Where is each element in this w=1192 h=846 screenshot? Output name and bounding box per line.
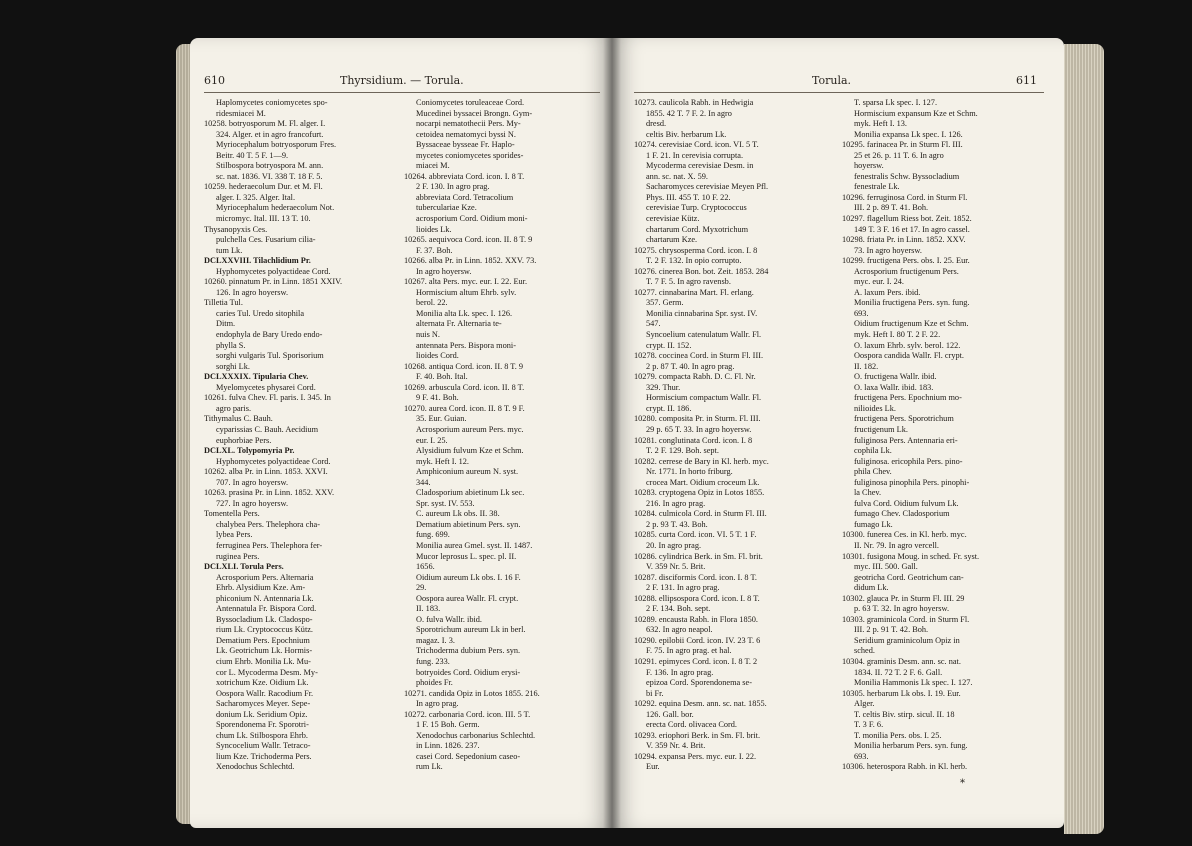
text-line: 10281. conglutinata Cord. icon. I. 8 — [634, 435, 753, 445]
text-line: ruginea Pers. — [216, 551, 260, 561]
text-line: Trichoderma dubium Pers. syn. — [416, 646, 521, 656]
text-line: 126. Gall. bor. — [646, 709, 694, 719]
text-line: Stilbospora botryospora M. ann. — [216, 161, 324, 171]
text-line: myk. Heft I. 12. — [416, 456, 469, 466]
text-line: cium Ehrb. Monilia Lk. Mu- — [216, 656, 311, 666]
text-line: myc. eur. I. 24. — [854, 277, 904, 287]
text-line: Myriocephalum hederaecolum Not. — [216, 203, 335, 213]
text-line: 10276. cinerea Bon. bot. Zeit. 1853. 284 — [634, 266, 769, 276]
text-line: caries Tul. Uredo sitophila — [216, 308, 305, 318]
text-line: F. 37. Boh. — [416, 245, 453, 255]
left-running-head: Thyrsidium. — Torula. — [340, 74, 464, 87]
text-line: Tilletia Tul. — [204, 298, 243, 308]
text-line: 149 T. 3 F. 16 et 17. In agro cassel. — [854, 224, 970, 234]
text-line: 10286. cylindrica Berk. in Sm. Fl. brit. — [634, 551, 763, 561]
text-line: O. laxa Wallr. ibid. 183. — [854, 382, 934, 392]
text-line: Dematium abietinum Pers. syn. — [416, 519, 521, 529]
text-line: micromyc. Ital. III. 13 T. 10. — [216, 214, 311, 224]
text-line: geotricha Cord. Geotrichum can- — [854, 572, 964, 582]
text-line: III. 2 p. 89 T. 41. Boh. — [854, 203, 929, 213]
text-line: p. 63 T. 32. In agro hoyersw. — [854, 604, 950, 614]
text-line: Sacharomyces cerevisiae Meyen Pfl. — [646, 182, 769, 192]
text-line: 10280. composita Pr. in Sturm. Fl. III. — [634, 414, 761, 424]
text-line: chartarum Cord. Myxotrichum — [646, 224, 749, 234]
text-line: T. monilia Pers. obs. I. 25. — [854, 730, 942, 740]
text-line: 10265. aequivoca Cord. icon. II. 8 T. 9 — [404, 235, 533, 245]
text-line: 10259. hederaecolum Dur. et M. Fl. — [204, 182, 323, 192]
text-line: 126. In agro hoyersw. — [216, 287, 289, 297]
text-line: 2 p. 93 T. 43. Boh. — [646, 519, 708, 529]
text-line: 2 F. 131. In agro prag. — [646, 583, 720, 593]
text-line: Oidium aureum Lk obs. I. 16 F. — [416, 572, 521, 582]
text-line: didum Lk. — [854, 583, 889, 593]
text-line: fructigenum Lk. — [854, 424, 908, 434]
text-line: 10290. epilobii Cord. icon. IV. 23 T. 6 — [634, 635, 761, 645]
text-line: abbreviata Cord. Tetracolium — [416, 192, 514, 202]
text-line: Hormiscium compactum Wallr. Fl. — [646, 393, 762, 403]
text-line: cerevisiae Kütz. — [646, 214, 700, 224]
text-line: 10271. candida Opiz in Lotos 1855. 216. — [404, 688, 540, 698]
text-line: Monilia expansa Lk spec. I. 126. — [854, 129, 963, 139]
right-header-rule — [634, 92, 1044, 93]
text-line: T. 3 F. 6. — [854, 720, 884, 730]
text-line: 10269. arbuscula Cord. icon. II. 8 T. — [404, 382, 525, 392]
left-page — [190, 38, 612, 828]
text-line: 10306. heterospora Rabh. in Kl. herb. — [842, 762, 968, 772]
text-line: crypt. II. 186. — [646, 403, 692, 413]
text-line: 2 p. 87 T. 40. In agro prag. — [646, 361, 735, 371]
text-line: 29. — [416, 583, 427, 593]
text-line: T. sparsa Lk spec. I. 127. — [854, 98, 938, 107]
text-line: 10267. alta Pers. myc. eur. I. 22. Eur. — [404, 277, 528, 287]
text-line: nocarpi nematothecii Pers. My- — [416, 119, 521, 129]
text-line: botryoides Cord. Oidium erysi- — [416, 667, 521, 677]
text-line: 10279. compacta Rabh. D. C. Fl. Nr. — [634, 372, 756, 382]
text-line: berol. 22. — [416, 298, 448, 308]
text-line: 10289. encausta Rabh. in Flora 1850. — [634, 614, 758, 624]
text-line: cetoidea nematomyci byssi N. — [416, 129, 516, 139]
text-line: 10258. botryosporum M. Fl. alger. I. — [204, 119, 326, 129]
text-line: 10299. fructigena Pers. obs. I. 25. Eur. — [842, 256, 970, 266]
text-line: fumago Chev. Cladosporium — [854, 509, 950, 519]
text-line: phila Chev. — [854, 467, 892, 477]
text-line: A. laxum Pers. ibid. — [854, 287, 921, 297]
text-line: dresd. — [646, 119, 667, 129]
text-line: fenestrale Lk. — [854, 182, 900, 192]
text-line: donium Lk. Seridium Opiz. — [216, 709, 308, 719]
text-line: rum Lk. — [416, 762, 443, 772]
text-line: cophila Lk. — [854, 446, 892, 456]
text-line: 1 F. 21. In cerevisia corrupta. — [646, 150, 744, 160]
text-line: fung. 233. — [416, 656, 450, 666]
text-line: Sporendonema Fr. Sporotri- — [216, 720, 309, 730]
text-line: fuliginosa. ericophila Pers. pino- — [854, 456, 963, 466]
text-line: 10275. chrysosperma Cord. icon. I. 8 — [634, 245, 758, 255]
text-line: fuliginosa Pers. Antennaria eri- — [854, 435, 958, 445]
text-line: sc. nat. 1836. VI. 338 T. 18 F. 5. — [216, 171, 323, 181]
text-line: 324. Alger. et in agro francofurt. — [216, 129, 324, 139]
text-line: fenestralis Schw. Byssocladium — [854, 171, 960, 181]
text-line: Alysidium fulvum Kze et Schm. — [416, 446, 524, 456]
text-line: Haplomycetes coniomycetes spo- — [216, 98, 328, 107]
text-line: Monilia cinnabarina Spr. syst. IV. — [646, 308, 758, 318]
text-line: T. 7 F. 5. In agro ravensb. — [646, 277, 731, 287]
text-line: Xenodochus carbonarius Schlechtd. — [416, 730, 536, 740]
text-line: epizoa Cord. Sporendonema se- — [646, 678, 752, 688]
text-line: ferruginea Pers. Thelephora fer- — [216, 540, 323, 550]
text-line: alternata Fr. Alternaria te- — [416, 319, 502, 329]
text-line: In agro hoyersw. — [416, 266, 472, 276]
text-line: Oidium fructigenum Kze et Schm. — [854, 319, 969, 329]
text-line: lybea Pers. — [216, 530, 253, 540]
text-line: rium Lk. Cryptococcus Kütz. — [216, 625, 314, 635]
genus-heading: DCLXXVIII. Tilachlidium Pr. — [204, 256, 311, 266]
text-line: Byssocladium Lk. Cladospo- — [216, 614, 313, 624]
text-line: 632. In agro neapol. — [646, 625, 713, 635]
text-line: Monilia Hammonis Lk spec. I. 127. — [854, 678, 973, 688]
text-line: myk. Heft I. 80 T. 2 F. 22. — [854, 330, 941, 340]
text-line: Oospora candida Wallr. Fl. crypt. — [854, 351, 965, 361]
text-line: V. 359 Nr. 5. Brit. — [646, 562, 706, 572]
text-line: II. 182. — [854, 361, 879, 371]
text-line: 10294. expansa Pers. myc. eur. I. 22. — [634, 751, 757, 761]
text-line: 10301. fusigona Moug. in sched. Fr. syst. — [842, 551, 980, 561]
text-line: 9 F. 41. Boh. — [416, 393, 459, 403]
text-line: 2 F. 130. In agro prag. — [416, 182, 490, 192]
text-line: fructigena Pers. Epochnium mo- — [854, 393, 962, 403]
text-line: Mucedinei byssacei Brongn. Gym- — [416, 108, 533, 118]
text-line: Phys. III. 455 T. 10 F. 22. — [646, 192, 731, 202]
text-line: Beitr. 40 T. 5 F. 1—9. — [216, 150, 289, 160]
text-line: la Chev. — [854, 488, 882, 498]
text-line: Mycoderma cerevisiae Desm. in — [646, 161, 754, 171]
text-line: 10266. alba Pr. in Linn. 1852. XXV. 73. — [404, 256, 537, 266]
text-line: Myelomycetes physarei Cord. — [216, 382, 316, 392]
text-line: 329. Thur. — [646, 382, 681, 392]
text-line: Acrosporium fructigenum Pers. — [854, 266, 959, 276]
text-line: Syncocelium Wallr. Tetraco- — [216, 741, 311, 751]
text-line: Myriocephalum botryosporum Fres. — [216, 140, 337, 150]
text-line: tum Lk. — [216, 245, 243, 255]
text-line: III. 2 p. 91 T. 42. Boh. — [854, 625, 929, 635]
text-line: Acrosporium aureum Pers. myc. — [416, 424, 524, 434]
text-line: 2 F. 134. Boh. sept. — [646, 604, 711, 614]
text-line: fumago Lk. — [854, 519, 893, 529]
text-line: phiconium N. Antennaria Lk. — [216, 593, 314, 603]
text-line: antennata Pers. Bispora moni- — [416, 340, 517, 350]
text-line: cor L. Mycoderma Desm. My- — [216, 667, 318, 677]
footer-star-mark: * — [960, 778, 965, 789]
text-line: Lk. Geotrichum Lk. Hormis- — [216, 646, 313, 656]
text-line: Xenodochus Schlechtd. — [216, 762, 295, 772]
text-line: II. Nr. 79. In agro vercell. — [854, 540, 940, 550]
text-line: Byssaceae bysseae Fr. Haplo- — [416, 140, 515, 150]
text-line: T. celtis Biv. stirp. sicul. II. 18 — [854, 709, 955, 719]
text-line: T. 2 F. 132. In opio corrupto. — [646, 256, 742, 266]
text-line: fung. 699. — [416, 530, 450, 540]
text-line: 10285. curta Cord. icon. VI. 5 T. 1 F. — [634, 530, 757, 540]
text-line: 693. — [854, 751, 869, 761]
right-column-2 — [842, 98, 1042, 773]
text-line: 707. In agro hoyersw. — [216, 477, 289, 487]
text-line: 10291. epimyces Cord. icon. I. 8 T. 2 — [634, 656, 758, 666]
text-line: chartarum Kze. — [646, 235, 698, 245]
text-line: ann. sc. nat. X. 59. — [646, 171, 708, 181]
text-line: fructigena Pers. Sporotrichum — [854, 414, 954, 424]
left-header-rule — [204, 92, 600, 93]
right-column-1 — [634, 98, 834, 773]
text-line: Coniomycetes toruleaceae Cord. — [416, 98, 525, 107]
text-line: 10282. cerrese de Bary in Kl. herb. myc. — [634, 456, 769, 466]
text-line: 10300. funerea Ces. in Kl. herb. myc. — [842, 530, 967, 540]
text-line: Hormiscium expansum Kze et Schm. — [854, 108, 978, 118]
left-column-1 — [204, 98, 396, 773]
text-line: alger. I. 325. Alger. Ital. — [216, 192, 296, 202]
text-line: Syncoelium catenulatum Wallr. Fl. — [646, 330, 762, 340]
text-line: Cladosporium abietinum Lk sec. — [416, 488, 525, 498]
text-line: Ditm. — [216, 319, 236, 329]
text-line: 727. In agro hoyersw. — [216, 498, 289, 508]
text-line: fuliginosa pinophila Pers. pinophi- — [854, 477, 970, 487]
text-line: nilioides Lk. — [854, 403, 896, 413]
text-line: casei Cord. Sepedonium caseo- — [416, 751, 521, 761]
text-line: 10296. ferruginosa Cord. in Sturm Fl. — [842, 192, 968, 202]
text-line: Tomentella Pers. — [204, 509, 260, 519]
text-line: 10298. friata Pr. in Linn. 1852. XXV. — [842, 235, 966, 245]
text-line: 10277. cinnabarina Mart. Fl. erlang. — [634, 287, 754, 297]
text-line: 10283. cryptogena Opiz in Lotos 1855. — [634, 488, 765, 498]
text-line: Amphiconium aureum N. syst. — [416, 467, 519, 477]
text-line: Hyphomycetes polyactideae Cord. — [216, 266, 331, 276]
text-line: chalybea Pers. Thelephora cha- — [216, 519, 320, 529]
text-line: 10278. coccinea Cord. in Sturm Fl. III. — [634, 351, 764, 361]
text-line: 344. — [416, 477, 431, 487]
text-line: 547. — [646, 319, 661, 329]
text-line: endophyla de Bary Uredo endo- — [216, 330, 323, 340]
text-line: 10292. equina Desm. ann. sc. nat. 1855. — [634, 699, 767, 709]
text-line: phylla S. — [216, 340, 246, 350]
text-line: 25 et 26. p. 11 T. 6. In agro — [854, 150, 944, 160]
text-line: sorghi vulgaris Tul. Sporisorium — [216, 351, 324, 361]
text-line: Monilia alta Lk. spec. I. 126. — [416, 308, 513, 318]
text-line: ridesmiacei M. — [216, 108, 266, 118]
text-line: Monilia aurea Gmel. syst. II. 1487. — [416, 540, 533, 550]
text-line: magaz. I. 3. — [416, 635, 455, 645]
text-line: O. fructigena Wallr. ibid. — [854, 372, 937, 382]
text-line: 1656. — [416, 562, 435, 572]
text-line: Nr. 1771. In horto friburg. — [646, 467, 733, 477]
text-line: O. fulva Wallr. ibid. — [416, 614, 483, 624]
left-page-number: 610 — [204, 74, 225, 87]
text-line: Thysanopyxis Ces. — [204, 224, 268, 234]
text-line: 10293. eriophori Berk. in Sm. Fl. brit. — [634, 730, 761, 740]
text-line: cerevisiae Turp. Cryptococcus — [646, 203, 747, 213]
text-line: 10261. fulva Chev. Fl. paris. I. 345. In — [204, 393, 331, 403]
text-line: tuberculariae Kze. — [416, 203, 477, 213]
text-line: Monilia fructigena Pers. syn. fung. — [854, 298, 970, 308]
text-line: phoides Fr. — [416, 678, 453, 688]
text-line: 10260. pinnatum Pr. in Linn. 1851 XXIV. — [204, 277, 343, 287]
text-line: 10287. disciformis Cord. icon. I. 8 T. — [634, 572, 757, 582]
genus-heading: DCLXLI. Torula Pers. — [204, 562, 284, 572]
text-line: 10297. flagellum Riess bot. Zeit. 1852. — [842, 214, 972, 224]
text-line: xotrichum Kze. Oidium Lk. — [216, 678, 309, 688]
text-line: 10270. aurea Cord. icon. II. 8 T. 9 F. — [404, 403, 525, 413]
text-line: lioides Lk. — [416, 224, 452, 234]
text-line: in Linn. 1826. 237. — [416, 741, 480, 751]
text-line: F. 75. In agro prag. et hal. — [646, 646, 732, 656]
text-line: bi Fr. — [646, 688, 664, 698]
text-line: eur. I. 25. — [416, 435, 448, 445]
text-line: crocea Mart. Oidium croceum Lk. — [646, 477, 760, 487]
text-line: 73. In agro hoyersw. — [854, 245, 922, 255]
book-gutter — [603, 38, 621, 828]
text-line: euphorbiae Pers. — [216, 435, 272, 445]
right-page — [612, 38, 1064, 828]
text-line: Acrosporium Pers. Alternaria — [216, 572, 314, 582]
text-line: celtis Biv. herbarum Lk. — [646, 129, 727, 139]
text-line: sched. — [854, 646, 875, 656]
text-line: 29 p. 65 T. 33. In agro hoyersw. — [646, 424, 752, 434]
text-line: 10303. graminicola Cord. in Sturm Fl. — [842, 614, 970, 624]
text-line: mycetes coniomycetes sporides- — [416, 150, 524, 160]
text-line: Tithymalus C. Bauh. — [204, 414, 273, 424]
text-line: 10304. graminis Desm. ann. sc. nat. — [842, 656, 961, 666]
text-line: Antennatula Fr. Bispora Cord. — [216, 604, 317, 614]
text-line: myc. III. 500. Gall. — [854, 562, 918, 572]
text-line: Alger. — [854, 699, 875, 709]
text-line: Ehrb. Alysidium Kze. Am- — [216, 583, 306, 593]
text-line: O. laxum Ehrb. sylv. berol. 122. — [854, 340, 961, 350]
right-running-head: Torula. — [812, 74, 852, 87]
text-line: Hormiscium altum Ehrb. sylv. — [416, 287, 517, 297]
text-line: 357. Germ. — [646, 298, 684, 308]
text-line: 693. — [854, 308, 869, 318]
text-line: 10272. carbonaria Cord. icon. III. 5 T. — [404, 709, 531, 719]
text-line: Sacharomyces Meyer. Sepe- — [216, 699, 311, 709]
text-line: Seridium graminicolum Opiz in — [854, 635, 960, 645]
text-line: 1855. 42 T. 7 F. 2. In agro — [646, 108, 732, 118]
text-line: erecta Cord. olivacea Cord. — [646, 720, 737, 730]
text-line: 1834. II. 72 T. 2 F. 6. Gall. — [854, 667, 943, 677]
text-line: hoyersw. — [854, 161, 884, 171]
text-line: Sporotrichum aureum Lk in berl. — [416, 625, 526, 635]
text-line: 10305. herbarum Lk obs. I. 19. Eur. — [842, 688, 961, 698]
text-line: Monilia herbarum Pers. syn. fung. — [854, 741, 968, 751]
text-line: crypt. II. 152. — [646, 340, 692, 350]
text-line: 216. In agro prag. — [646, 498, 706, 508]
text-line: F. 40. Boh. Ital. — [416, 372, 468, 382]
text-line: acrosporium Cord. Oidium moni- — [416, 214, 528, 224]
text-line: 35. Eur. Guian. — [416, 414, 467, 424]
text-line: nuis N. — [416, 330, 440, 340]
text-line: 10262. alba Pr. in Linn. 1853. XXVI. — [204, 467, 328, 477]
text-line: agro paris. — [216, 403, 252, 413]
text-line: F. 136. In agro prag. — [646, 667, 714, 677]
text-line: Spr. syst. IV. 553. — [416, 498, 475, 508]
text-line: T. 2 F. 129. Boh. sept. — [646, 446, 719, 456]
text-line: pulchella Ces. Fusarium cilia- — [216, 235, 316, 245]
text-line: Hyphomycetes polyactideae Cord. — [216, 456, 331, 466]
text-line: V. 359 Nr. 4. Brit. — [646, 741, 706, 751]
text-line: 10263. prasina Pr. in Linn. 1852. XXV. — [204, 488, 335, 498]
text-line: cyparissias C. Bauh. Aecidium — [216, 424, 319, 434]
text-line: 10274. cerevisiae Cord. icon. VI. 5 T. — [634, 140, 759, 150]
text-line: 1 F. 15 Boh. Germ. — [416, 720, 480, 730]
text-line: myk. Heft I. 13. — [854, 119, 907, 129]
right-page-number: 611 — [1016, 74, 1037, 87]
text-line: In agro prag. — [416, 699, 459, 709]
left-column-2 — [404, 98, 602, 773]
text-line: 10302. glauca Pr. in Sturm Fl. III. 29 — [842, 593, 965, 603]
genus-heading: DCLXL. Tolypomyria Pr. — [204, 446, 295, 456]
text-line: miacei M. — [416, 161, 450, 171]
text-line: Mucor leprosus L. spec. pl. II. — [416, 551, 517, 561]
text-line: 10273. caulicola Rabh. in Hedwigia — [634, 98, 754, 107]
text-line: sorghi Lk. — [216, 361, 250, 371]
text-line: fulva Cord. Oidium fulvum Lk. — [854, 498, 959, 508]
text-line: 10264. abbreviata Cord. icon. I. 8 T. — [404, 171, 525, 181]
right-page-edges — [1064, 44, 1104, 834]
text-line: II. 183. — [416, 604, 441, 614]
text-line: 20. In agro prag. — [646, 540, 702, 550]
text-line: Eur. — [646, 762, 660, 772]
text-line: 10268. antiqua Cord. icon. II. 8 T. 9 — [404, 361, 524, 371]
text-line: 10288. ellipsospora Cord. icon. I. 8 T. — [634, 593, 760, 603]
text-line: Dematium Pers. Epochnium — [216, 635, 310, 645]
genus-heading: DCLXXXIX. Tipularia Chev. — [204, 372, 309, 382]
text-line: lioides Cord. — [416, 351, 459, 361]
text-line: 10284. culmicola Cord. in Sturm Fl. III. — [634, 509, 767, 519]
text-line: C. aureum Lk obs. II. 38. — [416, 509, 500, 519]
text-line: 10295. farinacea Pr. in Sturm Fl. III. — [842, 140, 963, 150]
text-line: Oospora aurea Wallr. Fl. crypt. — [416, 593, 519, 603]
text-line: lium Kze. Trichoderma Pers. — [216, 751, 312, 761]
text-line: Oospora Wallr. Racodium Fr. — [216, 688, 314, 698]
text-line: chum Lk. Stilbospora Ehrb. — [216, 730, 308, 740]
